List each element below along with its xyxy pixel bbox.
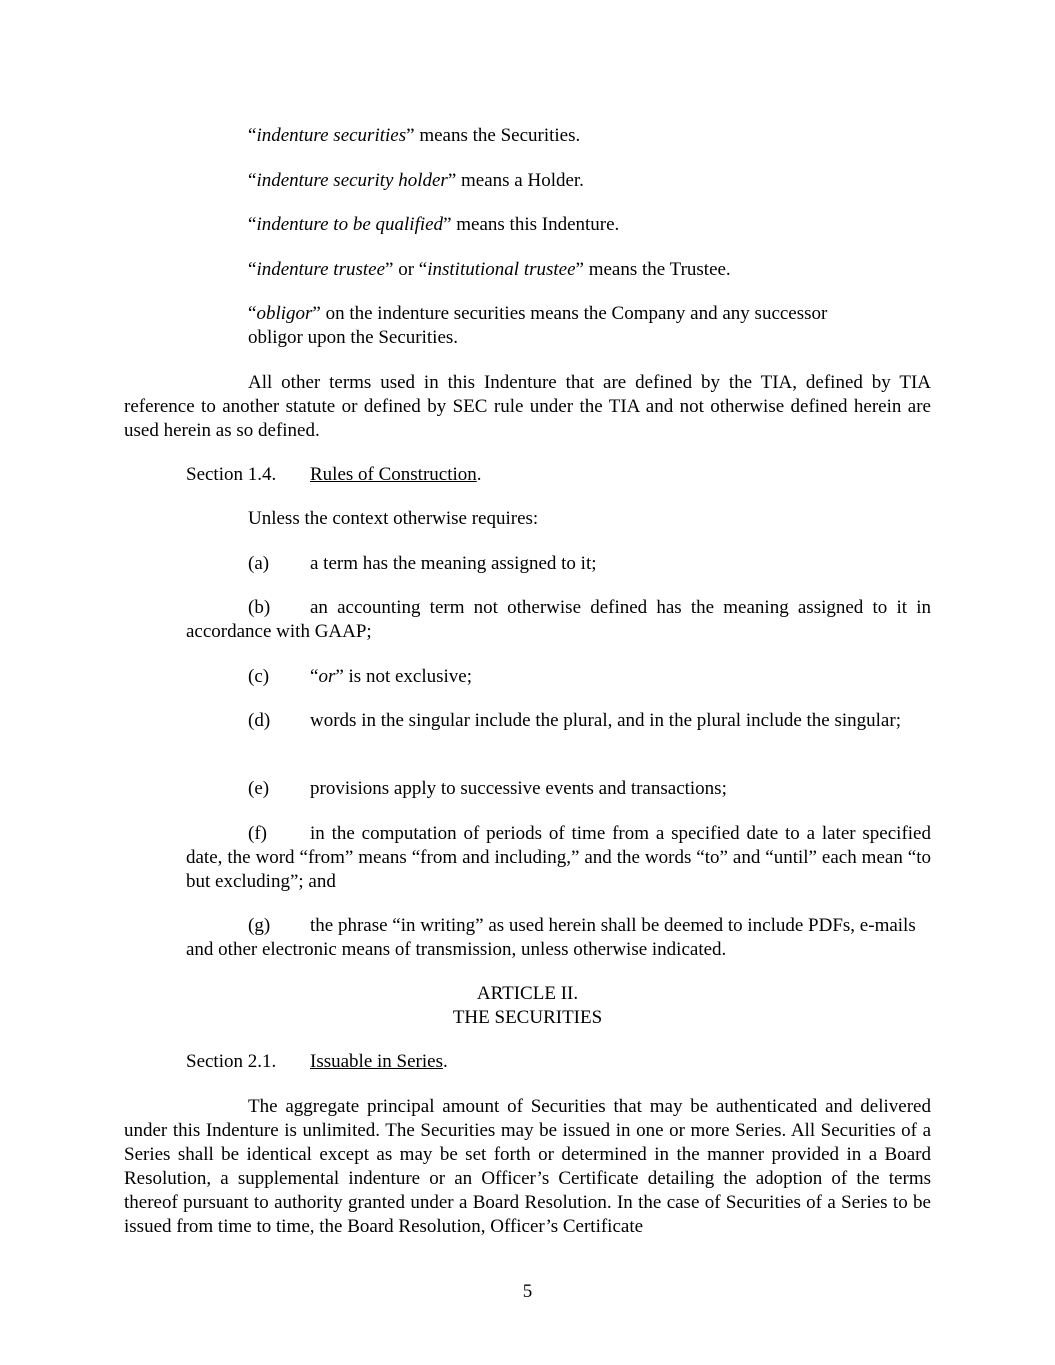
section-2-1-heading [186, 1050, 931, 1074]
list-item-e [186, 777, 931, 801]
section-period: . [476, 464, 482, 485]
section-title: Issuable in Series [310, 1051, 443, 1072]
article-heading [124, 982, 931, 1030]
item-text: words in the singular include the plural, and in the plural include the singular; [310, 710, 901, 731]
section-1-4-heading [186, 463, 931, 487]
defined-term: indenture security holder [256, 170, 448, 191]
item-text: a term has the meaning assigned to it; [310, 553, 597, 574]
item-text: ” is not exclusive; [335, 666, 473, 687]
item-label: (b) [248, 597, 271, 618]
article-title: THE SECURITIES [452, 1007, 603, 1028]
list-item-b [186, 596, 931, 644]
quote-open: “ [418, 259, 428, 280]
defined-term: institutional trustee [427, 259, 576, 280]
quote-close: ” [406, 125, 415, 146]
list-item-a [186, 552, 931, 576]
definition-indenture-security-holder [248, 169, 888, 193]
definition-text: means the Securities. [414, 125, 581, 146]
section-number: Section 1.4. [186, 464, 277, 485]
list-item-f [186, 822, 931, 894]
quote-open: “ [248, 303, 257, 324]
item-text: in the computation of periods of time from a specified date to a later specified date, the word “from” means “from and including,” and the words “to” and “until” each mean “to but excluding”; and [186, 823, 931, 892]
quote-close: ” [385, 259, 394, 280]
item-label: (a) [248, 553, 270, 574]
item-label: (d) [248, 710, 271, 731]
quote-close: ” [575, 259, 584, 280]
list-item-g [186, 914, 931, 962]
quote-open: “ [310, 666, 319, 687]
unless-paragraph: Unless the context otherwise requires: [248, 508, 539, 529]
defined-term: indenture securities [256, 125, 407, 146]
other-terms-paragraph: All other terms used in this Indenture that are defined by the TIA, defined by TIA reference to another statute or defined by SEC rule under the TIA and not otherwise defined herein are used herein as so defined. [124, 372, 931, 441]
section-period: . [442, 1051, 448, 1072]
item-label: (f) [248, 823, 267, 844]
defined-term: indenture to be qualified [256, 214, 444, 235]
definition-text: means a Holder. [456, 170, 584, 191]
quote-close: ” [312, 303, 321, 324]
section-title: Rules of Construction [310, 464, 477, 485]
item-label: (e) [248, 778, 270, 799]
definition-text: on the indenture securities means the Company and any successor obligor upon the Securities. [248, 303, 828, 348]
article-number: ARTICLE II. [476, 983, 579, 1004]
definition-indenture-trustee [248, 258, 888, 282]
list-item-d [186, 709, 931, 733]
defined-term: indenture trustee [256, 259, 386, 280]
item-text: provisions apply to successive events and transactions; [310, 778, 727, 799]
quote-open: “ [248, 125, 257, 146]
definition-indenture-to-be-qualified [248, 213, 888, 237]
aggregate-paragraph: The aggregate principal amount of Securities that may be authenticated and delivered under this Indenture is unlimited. The Securities may be issued in one or more Series. All Securities of a Series shall be identical except as may be set forth or determined in the manner provided in a Board Resolution, a supplemental indenture or an Officer’s Certificate detailing the adoption of the terms thereof pursuant to authority granted under a Board Resolution. In the case of Securities of a Series to be issued from time to time, the Board Resolution, Officer’s Certificate [124, 1096, 931, 1237]
section-number: Section 2.1. [186, 1051, 277, 1072]
quote-close: ” [447, 170, 457, 191]
conjunction: or [393, 259, 419, 280]
quote-open: “ [248, 214, 257, 235]
item-text: an accounting term not otherwise defined has the meaning assigned to it in accordance with GAAP; [186, 597, 931, 642]
list-item-c [186, 665, 931, 689]
item-label: (g) [248, 915, 271, 936]
quote-open: “ [248, 259, 257, 280]
item-label: (c) [248, 666, 270, 687]
italic-term: or [318, 666, 336, 687]
definition-text: means this Indenture. [451, 214, 620, 235]
item-text: the phrase “in writing” as used herein shall be deemed to include PDFs, e-mails and other electronic means of transmission, unless otherwise indicated. [186, 915, 916, 960]
defined-term: obligor [256, 303, 313, 324]
quote-close: ” [443, 214, 452, 235]
definition-text: means the Trustee. [583, 259, 731, 280]
quote-open: “ [248, 170, 257, 191]
page-number: 5 [522, 1281, 533, 1302]
definition-obligor [248, 302, 878, 350]
definition-indenture-securities [248, 124, 888, 148]
